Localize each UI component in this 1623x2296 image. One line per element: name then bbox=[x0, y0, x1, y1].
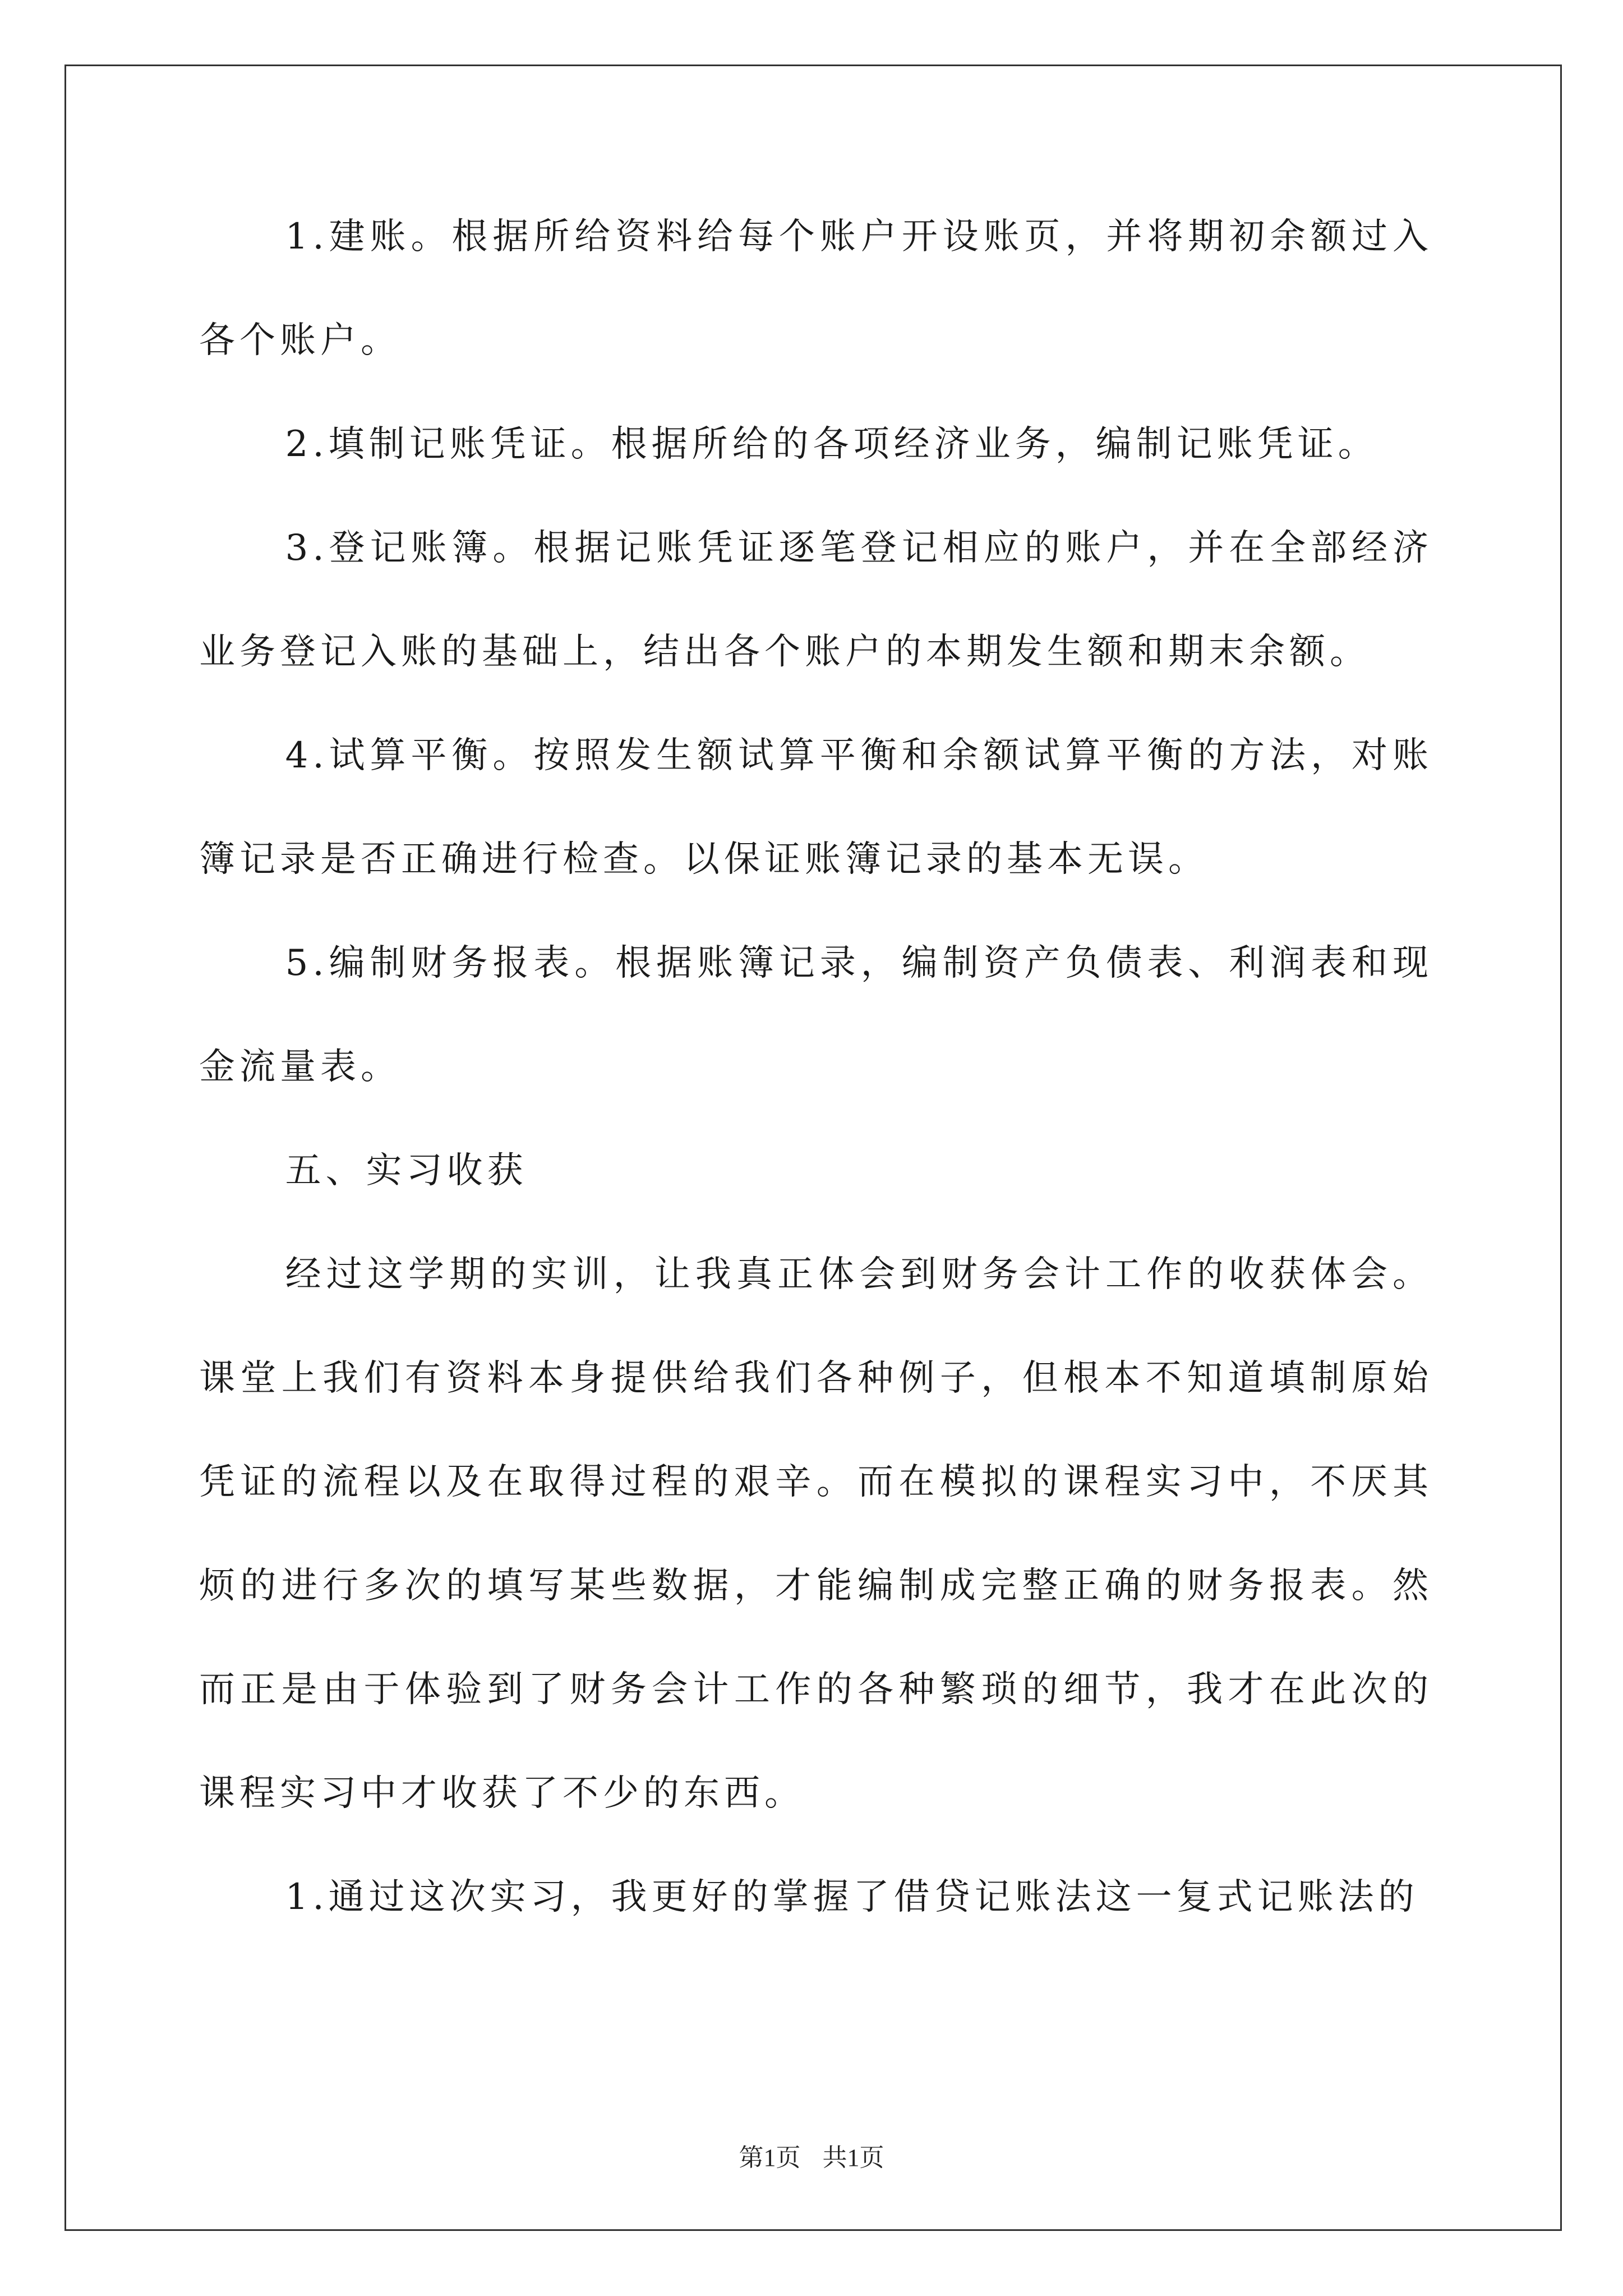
paragraph-summary: 经过这学期的实训，让我真正体会到财务会计工作的收获体会。课堂上我们有资料本身提供给我们各种例子，但根本不知道填制原始凭证的流程以及在取得过程的艰辛。而在模拟的课程实习中，不厌其烦的进行多次的填写某些数据，才能编制成完整正确的财务报表。然而正是由于体验到了财务会计工作的各种繁琐的细节，我才在此次的课程实习中才收获了不少的东西。 bbox=[199, 1254, 1433, 1814]
paragraph-gain-1: 1.通过这次实习，我更好的掌握了借贷记账法这一复式记账法的 bbox=[285, 1876, 1419, 1918]
section-heading: 五、实习收获 bbox=[285, 1150, 528, 1191]
document-body bbox=[199, 185, 1433, 1949]
paragraph-step-2: 2.填制记账凭证。根据所给的各项经济业务，编制记账凭证。 bbox=[285, 424, 1378, 465]
paragraph-step-1: 1.建账。根据所给资料给每个账户开设账页，并将期初余额过入各个账户。 bbox=[199, 216, 1433, 361]
paragraph-step-3: 3.登记账簿。根据记账凭证逐笔登记相应的账户，并在全部经济业务登记入账的基础上，结出各个账户的本期发生额和期末余额。 bbox=[199, 527, 1433, 673]
paragraph-step-5: 5.编制财务报表。根据账簿记录，编制资产负债表、利润表和现金流量表。 bbox=[199, 942, 1433, 1088]
page-total: 共1页 bbox=[822, 2144, 884, 2171]
paragraph-step-4: 4.试算平衡。按照发生额试算平衡和余额试算平衡的方法，对账簿记录是否正确进行检查。以保证账簿记录的基本无误。 bbox=[199, 735, 1433, 880]
page-footer bbox=[0, 2137, 1623, 2173]
page-number: 第1页 bbox=[739, 2144, 801, 2171]
